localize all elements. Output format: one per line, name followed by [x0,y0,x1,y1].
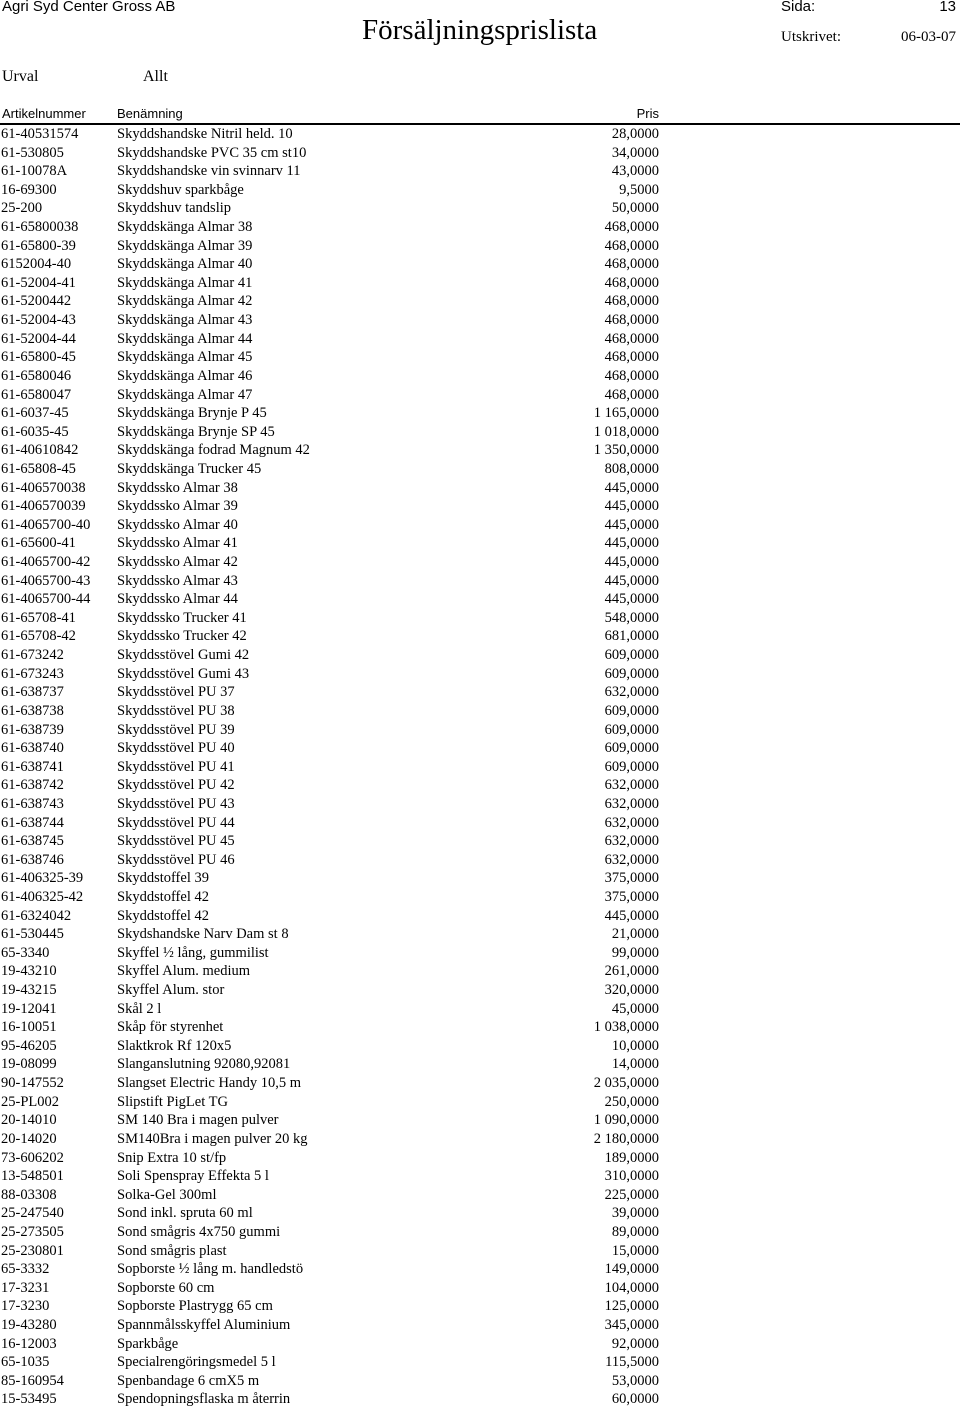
table-row [0,925,960,944]
row-price: 609,0000 [604,758,659,775]
row-price: 445,0000 [604,535,659,552]
row-article-number: 61-6324042 [1,907,72,924]
table-row [0,292,960,311]
row-name: Sopborste 60 cm [117,1279,215,1296]
row-article-number: 65-3332 [1,1261,50,1278]
table-row [0,497,960,516]
row-article-number: 61-406570039 [1,498,86,515]
row-name: Skyddssko Almar 44 [117,591,238,608]
row-name: Skyddskänga Almar 39 [117,237,253,254]
row-price: 445,0000 [604,554,659,571]
row-name: Skåp för styrenhet [117,1019,224,1036]
row-article-number: 17-3230 [1,1298,50,1315]
row-name: Specialrengöringsmedel 5 l [117,1354,276,1371]
table-row [0,1111,960,1130]
row-article-number: 61-406325-39 [1,870,84,887]
row-name: Sopborste ½ lång m. handledstö [117,1261,304,1278]
row-price: 43,0000 [611,163,659,180]
row-price: 681,0000 [604,628,659,645]
row-name: Skyffel Alum. medium [117,963,251,980]
table-row [0,237,960,256]
row-price: 115,5000 [605,1354,659,1371]
row-name: Skyddstoffel 42 [117,907,209,924]
table-row [0,572,960,591]
row-name: Sond inkl. spruta 60 ml [117,1205,253,1222]
row-price: 1 018,0000 [593,423,659,440]
table-row [0,683,960,702]
row-article-number: 61-6035-45 [1,423,69,440]
table-row [0,199,960,218]
table-row [0,869,960,888]
row-price: 609,0000 [604,702,659,719]
row-article-number: 61-40531574 [1,126,79,142]
row-price: 60,0000 [611,1391,659,1408]
row-article-number: 25-247540 [1,1205,64,1222]
row-price: 104,0000 [604,1279,659,1296]
row-price: 445,0000 [604,516,659,533]
table-row [0,404,960,423]
row-price: 468,0000 [604,274,659,291]
row-name: Skyffel ½ lång, gummilist [117,944,269,961]
row-price: 21,0000 [611,926,659,943]
row-article-number: 61-65708-41 [1,609,76,626]
row-name: Skyddsstövel PU 45 [117,833,235,850]
row-article-number: 25-200 [1,200,43,217]
row-article-number: 61-638744 [1,814,64,831]
column-header-name: Benämning [117,106,183,121]
row-article-number: 61-638746 [1,851,64,868]
row-price: 2 180,0000 [593,1130,659,1147]
row-name: Skyddssko Almar 38 [117,479,238,496]
row-price: 609,0000 [604,721,659,738]
table-row [0,1055,960,1074]
row-article-number: 61-530445 [1,926,64,943]
row-article-number: 61-65800-45 [1,349,76,366]
row-price: 189,0000 [604,1149,659,1166]
row-price: 53,0000 [611,1372,659,1389]
row-price: 320,0000 [604,982,659,999]
row-name: Skyddsstövel PU 42 [117,777,235,794]
row-name: Skydshandske Narv Dam st 8 [117,926,289,943]
table-row [0,962,960,981]
page-title: Försäljningsprislista [362,14,598,46]
row-price: 445,0000 [604,907,659,924]
row-article-number: 61-638741 [1,758,64,775]
table-row [0,181,960,200]
row-name: SM 140 Bra i magen pulver [117,1112,279,1129]
row-article-number: 25-PL002 [1,1093,59,1110]
row-article-number: 61-4065700-43 [1,572,91,589]
table-row [0,367,960,386]
row-price: 445,0000 [604,591,659,608]
table-row [0,1000,960,1019]
row-name: Sopborste Plastrygg 65 cm [117,1298,273,1315]
row-name: Sond smågris 4x750 gummi [117,1223,281,1240]
row-article-number: 61-52004-43 [1,312,76,329]
row-article-number: 20-14010 [1,1112,57,1129]
row-article-number: 61-4065700-42 [1,554,91,571]
row-price: 468,0000 [604,330,659,347]
row-price: 468,0000 [604,349,659,366]
table-row [0,590,960,609]
row-article-number: 61-40610842 [1,442,79,459]
table-row [0,311,960,330]
table-row [0,1149,960,1168]
row-name: Skyddskänga Almar 44 [117,330,253,347]
row-price: 45,0000 [611,1000,659,1017]
row-price: 2 035,0000 [593,1075,659,1092]
row-price: 89,0000 [611,1223,659,1240]
table-row [0,888,960,907]
row-name: Skyddskänga Brynje SP 45 [117,423,275,440]
table-row [0,1297,960,1316]
row-name: Skyddsstövel Gumi 43 [117,665,250,682]
table-row [0,758,960,777]
row-price: 1 350,0000 [593,442,659,459]
row-price: 14,0000 [611,1056,659,1073]
row-article-number: 16-10051 [1,1019,57,1036]
row-name: Snip Extra 10 st/fp [117,1149,227,1166]
row-price: 39,0000 [611,1205,659,1222]
row-price: 92,0000 [611,1335,659,1352]
row-article-number: 61-6580046 [1,367,72,384]
row-price: 225,0000 [604,1186,659,1203]
table-row [0,1204,960,1223]
row-name: Slanganslutning 92080,92081 [117,1056,291,1073]
row-article-number: 65-3340 [1,944,50,961]
row-name: Sparkbåge [117,1335,179,1352]
row-article-number: 61-406570038 [1,479,86,496]
row-name: Skyddssko Almar 39 [117,498,238,515]
table-row [0,1335,960,1354]
row-name: Skyddssko Almar 41 [117,535,238,552]
row-name: Skyddshandske vin svinnarv 11 [117,163,301,180]
table-row [0,627,960,646]
row-article-number: 61-638740 [1,740,64,757]
row-name: Skyddsstövel PU 43 [117,795,235,812]
row-name: Skyddstoffel 39 [117,870,209,887]
row-name: Slipstift PigLet TG [117,1093,228,1110]
row-article-number: 61-638739 [1,721,64,738]
table-row [0,646,960,665]
row-price: 1 038,0000 [593,1019,659,1036]
row-price: 609,0000 [604,665,659,682]
row-article-number: 61-638737 [1,684,64,701]
row-article-number: 16-12003 [1,1335,57,1352]
row-name: Skyddsstövel PU 37 [117,684,235,701]
row-price: 375,0000 [604,888,659,905]
row-article-number: 19-08099 [1,1056,57,1073]
row-name: Skyddskänga Brynje P 45 [117,405,267,422]
table-row [0,553,960,572]
table-row [0,1260,960,1279]
row-name: Skyddstoffel 42 [117,888,209,905]
row-name: Skyddsstövel PU 40 [117,740,235,757]
table-row [0,534,960,553]
row-article-number: 15-53495 [1,1391,57,1408]
page-label: Sida: [781,0,816,15]
table-row [0,516,960,535]
row-name: SM140Bra i magen pulver 20 kg [117,1130,308,1147]
row-name: Skyddskänga Almar 41 [117,274,253,291]
row-article-number: 61-4065700-44 [1,591,91,608]
row-name: Skyddshandske PVC 35 cm st10 [117,144,307,161]
table-row [0,162,960,181]
row-article-number: 61-65800038 [1,219,79,236]
table-row [0,1130,960,1149]
row-article-number: 61-638745 [1,833,64,850]
row-article-number: 90-147552 [1,1075,64,1092]
row-price: 375,0000 [604,870,659,887]
row-price: 250,0000 [604,1093,659,1110]
row-name: Skyddssko Almar 43 [117,572,238,589]
table-row [0,423,960,442]
row-article-number: 20-14020 [1,1130,57,1147]
row-price: 632,0000 [604,777,659,794]
row-article-number: 61-638742 [1,777,64,794]
table-row [0,348,960,367]
table-row [0,1018,960,1037]
price-list [0,125,960,1409]
row-article-number: 17-3231 [1,1279,50,1296]
row-name: Solka-Gel 300ml [117,1186,217,1203]
row-price: 34,0000 [611,144,659,161]
row-name: Skyddskänga Almar 45 [117,349,253,366]
table-row [0,1372,960,1391]
table-row [0,125,960,144]
row-price: 15,0000 [611,1242,659,1259]
row-article-number: 88-03308 [1,1186,57,1203]
table-row [0,721,960,740]
row-article-number: 61-4065700-40 [1,516,91,533]
selection-label: Urval [2,68,39,85]
row-article-number: 95-46205 [1,1037,57,1054]
row-name: Skyddssko Almar 42 [117,554,238,571]
row-price: 632,0000 [604,684,659,701]
row-article-number: 61-52004-41 [1,274,76,291]
table-row [0,479,960,498]
table-row [0,702,960,721]
row-price: 445,0000 [604,572,659,589]
row-article-number: 61-65808-45 [1,460,76,477]
row-price: 609,0000 [604,740,659,757]
table-row [0,1316,960,1335]
row-name: Skyddsstövel PU 46 [117,851,235,868]
row-name: Skyddskänga Trucker 45 [117,460,262,477]
row-name: Skyddssko Trucker 42 [117,628,247,645]
row-article-number: 61-673242 [1,647,64,664]
row-name: Spannmålsskyffel Aluminium [117,1317,291,1333]
row-article-number: 61-638743 [1,795,64,812]
table-row [0,1167,960,1186]
table-row [0,776,960,795]
row-name: Skyddssko Almar 40 [117,516,238,533]
selection-value: Allt [143,68,168,85]
row-price: 468,0000 [604,219,659,236]
row-article-number: 61-638738 [1,702,64,719]
row-article-number: 73-606202 [1,1149,64,1166]
row-name: Skyddskänga Almar 40 [117,256,253,273]
table-row [0,1242,960,1261]
row-price: 632,0000 [604,795,659,812]
row-price: 548,0000 [604,609,659,626]
row-price: 632,0000 [604,814,659,831]
row-price: 125,0000 [604,1298,659,1315]
table-row [0,609,960,628]
table-row [0,386,960,405]
table-row [0,1223,960,1242]
row-article-number: 19-12041 [1,1000,57,1017]
row-price: 1 090,0000 [593,1112,659,1129]
row-name: Skyddshandske Nitril held. 10 [117,126,293,142]
table-row [0,1186,960,1205]
row-name: Skyddskänga Almar 47 [117,386,253,403]
row-name: Soli Spenspray Effekta 5 l [117,1168,269,1185]
row-price: 1 165,0000 [593,405,659,422]
table-row [0,330,960,349]
row-price: 50,0000 [611,200,659,217]
table-row [0,1037,960,1056]
table-row [0,1390,960,1409]
table-row [0,665,960,684]
company-name: Agri Syd Center Gross AB [2,0,176,15]
row-article-number: 6152004-40 [1,256,72,273]
row-name: Skyddskänga fodrad Magnum 42 [117,442,310,459]
table-row [0,944,960,963]
row-name: Skyddskänga Almar 42 [117,293,253,310]
row-name: Sond smågris plast [117,1242,227,1259]
row-price: 609,0000 [604,647,659,664]
row-name: Skyddskänga Almar 46 [117,367,253,384]
table-row [0,739,960,758]
column-header-price: Pris [636,106,659,121]
row-article-number: 25-230801 [1,1242,64,1259]
table-row [0,218,960,237]
row-article-number: 61-6037-45 [1,405,69,422]
row-article-number: 85-160954 [1,1372,64,1389]
row-price: 468,0000 [604,367,659,384]
row-article-number: 13-548501 [1,1168,64,1185]
table-row [0,795,960,814]
row-price: 468,0000 [604,237,659,254]
row-article-number: 19-43215 [1,982,57,999]
row-price: 99,0000 [611,944,659,961]
row-article-number: 16-69300 [1,181,57,198]
table-row [0,907,960,926]
row-article-number: 61-673243 [1,665,64,682]
row-price: 9,5000 [619,181,659,198]
row-name: Skyddskänga Almar 38 [117,219,253,236]
printed-label: Utskrivet: [781,29,841,45]
table-row [0,460,960,479]
row-price: 468,0000 [604,293,659,310]
row-price: 632,0000 [604,833,659,850]
row-article-number: 61-65708-42 [1,628,76,645]
row-name: Skyddsstövel PU 41 [117,758,235,775]
printed-date: 06-03-07 [901,29,956,45]
column-header-article: Artikelnummer [2,106,86,121]
page-number: 13 [939,0,956,15]
table-row [0,1093,960,1112]
row-name: Skyddsstövel PU 38 [117,702,235,719]
row-price: 345,0000 [604,1317,659,1333]
row-article-number: 61-52004-44 [1,330,76,347]
row-name: Skyddshuv sparkbåge [117,181,244,198]
row-article-number: 65-1035 [1,1354,50,1371]
row-name: Skyffel Alum. stor [117,982,225,999]
row-name: Skyddsstövel Gumi 42 [117,647,250,664]
row-name: Skyddsstövel PU 39 [117,721,235,738]
row-price: 468,0000 [604,312,659,329]
table-row [0,1074,960,1093]
table-row [0,814,960,833]
table-row [0,832,960,851]
row-article-number: 61-65800-39 [1,237,76,254]
row-name: Skyddssko Trucker 41 [117,609,247,626]
row-article-number: 61-5200442 [1,293,72,310]
row-price: 310,0000 [604,1168,659,1185]
row-name: Spenbandage 6 cmX5 m [117,1372,260,1389]
table-row [0,144,960,163]
row-name: Spendopningsflaska m återrin [117,1391,291,1408]
table-row [0,1353,960,1372]
table-row [0,255,960,274]
row-article-number: 61-530805 [1,144,64,161]
row-name: Slangset Electric Handy 10,5 m [117,1075,302,1092]
table-row [0,441,960,460]
row-price: 445,0000 [604,498,659,515]
table-row [0,1279,960,1298]
table-row [0,274,960,293]
row-price: 808,0000 [604,460,659,477]
row-price: 445,0000 [604,479,659,496]
row-price: 468,0000 [604,256,659,273]
row-article-number: 19-43210 [1,963,57,980]
table-row [0,851,960,870]
row-article-number: 25-273505 [1,1223,64,1240]
row-article-number: 61-6580047 [1,386,72,403]
row-price: 261,0000 [604,963,659,980]
row-price: 468,0000 [604,386,659,403]
row-article-number: 61-406325-42 [1,888,84,905]
row-article-number: 61-10078A [1,163,68,180]
row-article-number: 19-43280 [1,1317,57,1333]
row-price: 10,0000 [611,1037,659,1054]
row-name: Slaktkrok Rf 120x5 [117,1037,232,1054]
row-price: 28,0000 [611,126,659,142]
row-price: 632,0000 [604,851,659,868]
row-name: Skål 2 l [117,1000,162,1017]
row-price: 149,0000 [604,1261,659,1278]
table-row [0,981,960,1000]
row-name: Skyddskänga Almar 43 [117,312,253,329]
row-article-number: 61-65600-41 [1,535,76,552]
row-name: Skyddsstövel PU 44 [117,814,235,831]
row-name: Skyddshuv tandslip [117,200,231,217]
